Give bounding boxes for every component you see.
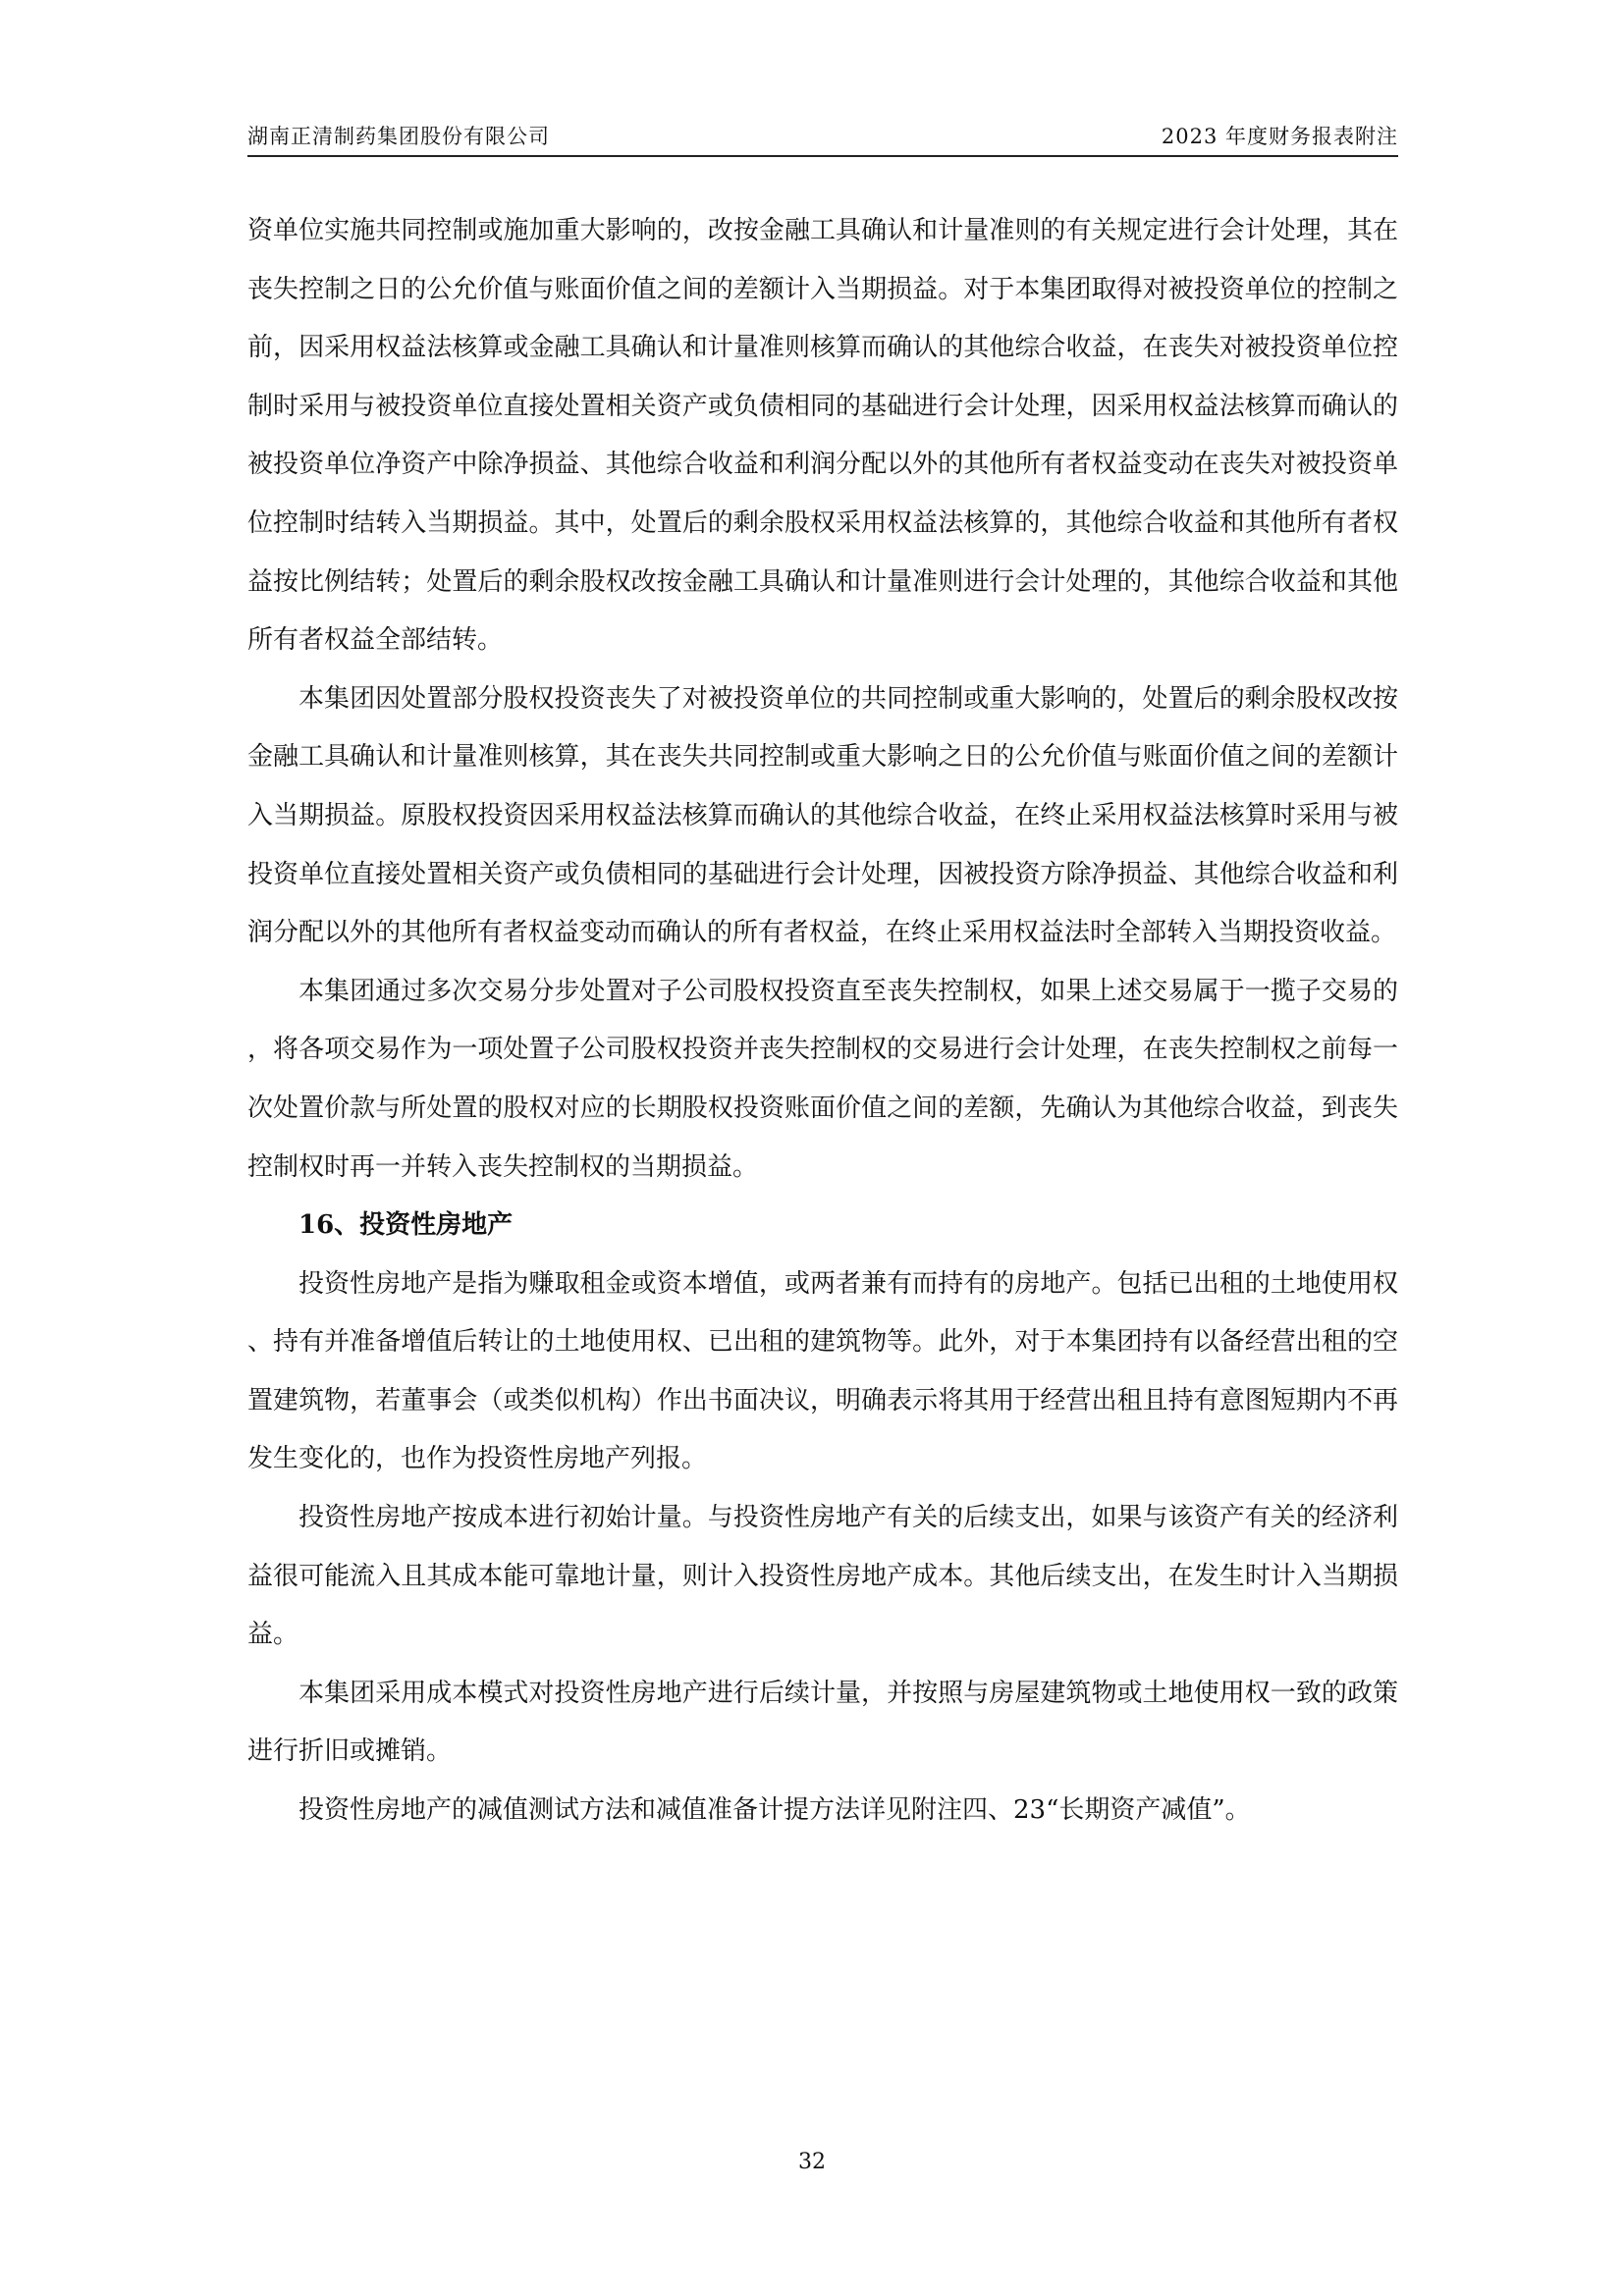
report-title: 2023 年度财务报表附注: [1161, 125, 1398, 148]
paragraph: 投资性房地产按成本进行初始计量。与投资性房地产有关的后续支出，如果与该资产有关的经济利益很可能流入且其成本能可靠地计量，则计入投资性房地产成本。其他后续支出，在发生时计入当期损益。: [247, 1503, 1398, 1650]
paragraph: 本集团因处置部分股权投资丧失了对被投资单位的共同控制或重大影响的，处置后的剩余股权改按金融工具确认和计量准则核算，其在丧失共同控制或重大影响之日的公允价值与账面价值之间的差额计入当期损益。原股权投资因采用权益法核算而确认的其他综合收益，在终止采用权益法核算时采用与被投资单位直接处置相关资产或负债相同的基础进行会计处理，因被投资方除净损益、其他综合收益和利润分配以外的其他所有者权益变动而确认的所有者权益，在终止采用权益法时全部转入当期投资收益。: [247, 683, 1398, 948]
paragraph: 资单位实施共同控制或施加重大影响的，改按金融工具确认和计量准则的有关规定进行会计处理，其在丧失控制之日的公允价值与账面价值之间的差额计入当期损益。对于本集团取得对被投资单位的控制之前，因采用权益法核算或金融工具确认和计量准则核算而确认的其他综合收益，在丧失对被投资单位控制时采用与被投资单位直接处置相关资产或负债相同的基础进行会计处理，因采用权益法核算而确认的被投资单位净资产中除净损益、其他综合收益和利润分配以外的其他所有者权益变动在丧失对被投资单位控制时结转入当期损益。其中，处置后的剩余股权采用权益法核算的，其他综合收益和其他所有者权益按比例结转；处置后的剩余股权改按金融工具确认和计量准则进行会计处理的，其他综合收益和其他所有者权益全部结转。: [247, 216, 1398, 656]
company-name: 湖南正清制药集团股份有限公司: [247, 125, 550, 148]
page-number: 32: [798, 2150, 826, 2174]
paragraph: 本集团采用成本模式对投资性房地产进行后续计量，并按照与房屋建筑物或土地使用权一致的政策进行折旧或摊销。: [247, 1678, 1398, 1767]
section-heading: 16、投资性房地产: [298, 1210, 514, 1241]
page-body: [247, 202, 1398, 1841]
page-header: [247, 116, 1398, 157]
paragraph: 本集团通过多次交易分步处置对子公司股权投资直至丧失控制权，如果上述交易属于一揽子交易的，将各项交易作为一项处置子公司股权投资并丧失控制权的交易进行会计处理，在丧失控制权之前每一次处置价款与所处置的股权对应的长期股权投资账面价值之间的差额，先确认为其他综合收益，到丧失控制权时再一并转入丧失控制权的当期损益。: [247, 976, 1398, 1182]
paragraph: 投资性房地产的减值测试方法和减值准备计提方法详见附注四、23“长期资产减值”。: [298, 1795, 1251, 1826]
paragraph: 投资性房地产是指为赚取租金或资本增值，或两者兼有而持有的房地产。包括已出租的土地使用权、持有并准备增值后转让的土地使用权、已出租的建筑物等。此外，对于本集团持有以备经营出租的空置建筑物，若董事会（或类似机构）作出书面决议，明确表示将其用于经营出租且持有意图短期内不再发生变化的，也作为投资性房地产列报。: [247, 1268, 1398, 1474]
